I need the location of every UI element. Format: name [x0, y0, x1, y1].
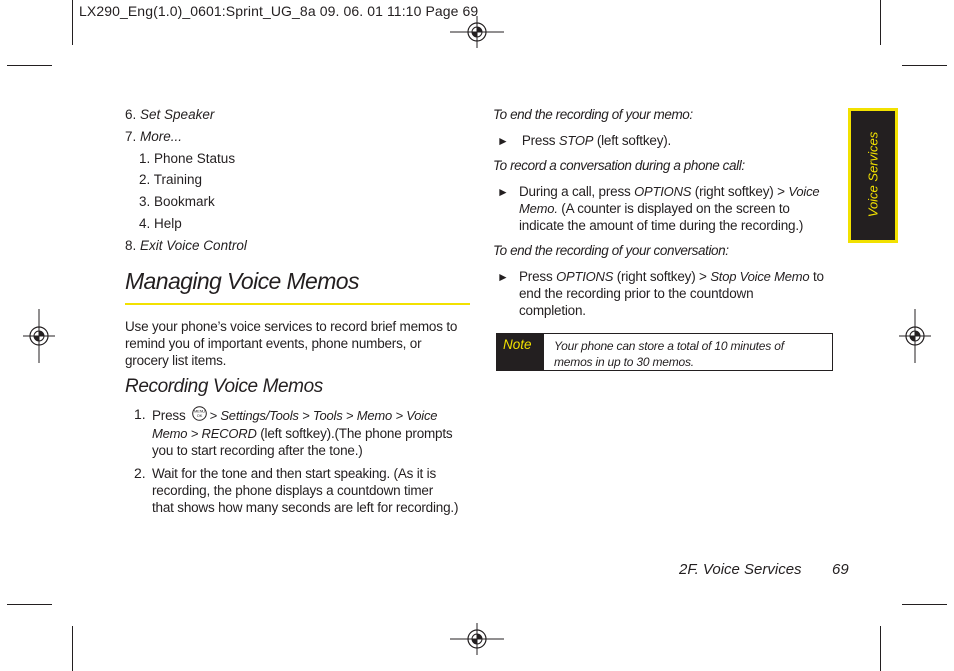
step-1-line-2: [152, 425, 472, 442]
crop-mark: [72, 0, 73, 45]
crop-mark: [902, 65, 947, 66]
step-text: (right softkey) >: [691, 184, 785, 199]
step-text: During a call, press: [519, 184, 631, 199]
registration-mark-icon: [450, 16, 504, 48]
registration-mark-icon: [23, 309, 55, 363]
side-tab-label: Voice Services: [865, 131, 881, 218]
menu-item-number: 8.: [125, 238, 137, 253]
menu-item-label: Set Speaker: [140, 107, 215, 122]
side-tab-inner: [851, 111, 895, 240]
end-conversation-line-2: end the recording prior to the countdown: [519, 286, 754, 301]
step-number: 2.: [134, 465, 146, 481]
conversation-line-3: indicate the amount of time during the recording.): [519, 218, 804, 233]
step-number: 1.: [134, 406, 146, 422]
menu-item-set-speaker: [125, 107, 214, 122]
section-title-rule: [125, 303, 470, 305]
sub-item-help: 4. Help: [139, 216, 182, 231]
menu-item-label: Exit Voice Control: [140, 238, 247, 253]
crop-mark: [7, 65, 52, 66]
menu-path: > Settings/Tools > Tools > Memo > Voice: [209, 408, 438, 423]
sub-item-bookmark: 3. Bookmark: [139, 194, 215, 209]
end-conversation-heading: To end the recording of your conversation:: [493, 243, 729, 258]
menu-path: Voice: [788, 184, 820, 199]
step-text: (right softkey) >: [613, 269, 707, 284]
step-1-line-1: [152, 406, 472, 425]
step-text: (left softkey).(The phone prompts: [256, 426, 453, 441]
end-memo-step: [497, 132, 671, 150]
step-2-line: that shows how many seconds are left for recording.): [152, 500, 459, 515]
menu-item-label: More...: [140, 129, 183, 144]
step-1-line-3: you to start recording after the tone.): [152, 443, 363, 458]
menu-item-more: [125, 129, 182, 144]
softkey-label: OPTIONS: [556, 269, 614, 284]
step-text: to: [809, 269, 824, 284]
note-line: memos in up to 30 memos.: [554, 355, 694, 369]
conversation-line-1: [519, 183, 839, 200]
right-triangle-icon: ►: [497, 134, 509, 148]
menu-item-number: 7.: [125, 129, 137, 144]
crop-mark: [880, 626, 881, 671]
step-text: Press: [521, 133, 556, 148]
end-memo-heading: To end the recording of your memo:: [493, 107, 693, 122]
conversation-step: [519, 183, 839, 234]
subsection-title: Recording Voice Memos: [125, 376, 323, 397]
intro-line: Use your phone’s voice services to record brief memos to: [125, 319, 458, 334]
sub-item-phone-status: 1. Phone Status: [139, 151, 236, 166]
menu-path: Memo > RECORD: [152, 426, 257, 441]
menu-ok-key-icon: [192, 406, 207, 425]
crop-mark: [72, 626, 73, 671]
page-number: 69: [832, 561, 849, 578]
svg-text:OK: OK: [196, 413, 202, 418]
note-box: [496, 333, 833, 371]
step-text: (left softkey).: [593, 133, 672, 148]
section-side-tab: [848, 108, 898, 243]
conversation-line-2: [519, 200, 839, 217]
intro-paragraph: [125, 318, 475, 369]
end-conversation-line-1: [519, 268, 839, 285]
right-triangle-icon: ►: [497, 270, 509, 284]
step-2-line: Wait for the tone and then start speaking. (As it is: [152, 466, 436, 481]
step-1: [152, 406, 472, 459]
right-triangle-icon: ►: [497, 185, 509, 199]
menu-path: Memo.: [519, 201, 558, 216]
step-text: Press: [519, 269, 553, 284]
svg-text:MENU: MENU: [193, 408, 205, 414]
registration-mark-icon: [899, 309, 931, 363]
end-conversation-line-3: completion.: [519, 303, 586, 318]
intro-line: grocery list items.: [125, 353, 227, 368]
note-label: Note: [497, 334, 544, 371]
end-conversation-step: [519, 268, 839, 319]
step-text: Press: [152, 408, 186, 423]
note-text: [554, 338, 824, 370]
crop-mark: [7, 604, 52, 605]
step-text: (A counter is displayed on the screen to: [557, 201, 790, 216]
footer-section: 2F. Voice Services: [679, 561, 802, 578]
softkey-label: STOP: [558, 133, 594, 148]
menu-item-exit-voice-control: [125, 238, 247, 253]
step-2-line: recording, the phone displays a countdown timer: [152, 483, 434, 498]
softkey-label: OPTIONS: [634, 184, 692, 199]
note-line: Your phone can store a total of 10 minutes of: [554, 339, 784, 353]
sub-item-training: 2. Training: [139, 172, 203, 187]
registration-mark-icon: [450, 623, 504, 655]
crop-mark: [902, 604, 947, 605]
conversation-heading: To record a conversation during a phone call:: [493, 158, 745, 173]
print-slug: LX290_Eng(1.0)_0601:Sprint_UG_8a 09. 06. 01 11:10 Page 69: [79, 3, 479, 19]
crop-mark: [880, 0, 881, 45]
menu-item-number: 6.: [125, 107, 137, 122]
step-2: [152, 465, 472, 516]
section-title: Managing Voice Memos: [125, 268, 359, 294]
menu-path: Stop Voice Memo: [710, 269, 810, 284]
intro-line: remind you of important events, phone numbers, or: [125, 336, 422, 351]
